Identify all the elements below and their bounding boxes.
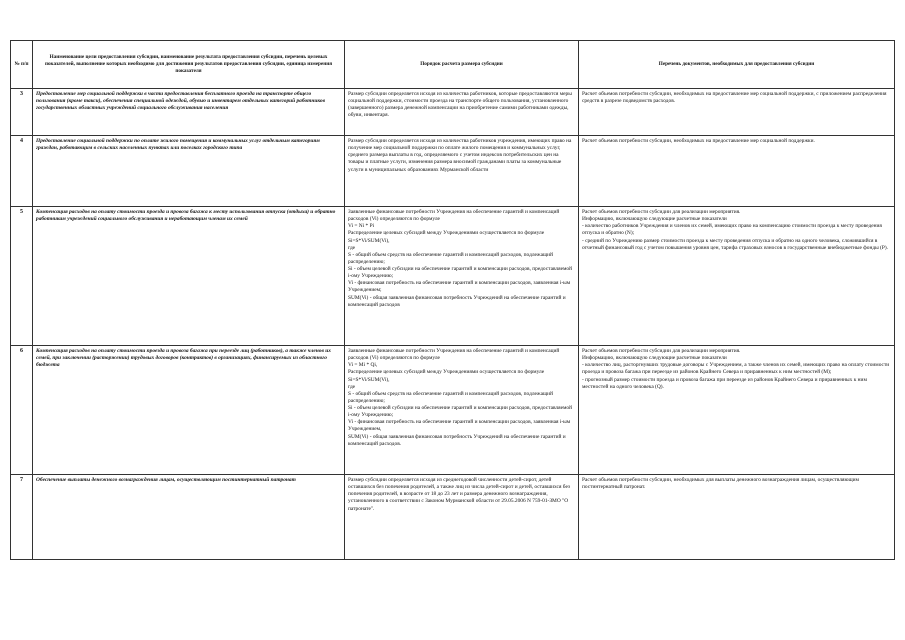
order-line: S - общий объем средств на обеспечение гарантий и компенсаций расходов, подлежащий распределению; bbox=[348, 251, 553, 265]
table-row bbox=[11, 475, 895, 560]
order-line: Размер субсидии определяется исходя из среднегодовой численности детей-сирот, детей оставшихся без попечения родителей, а также лиц из числа детей-сирот и детей, оставшихся без попечения родителей, в возрасте от 18 до 23 лет и размера денежного вознаграждения, установленного в соответствии с Законом Мурманской области от 29.05.2006 N 759-01-ЗМО "О патронате". bbox=[348, 477, 571, 512]
header-num: № п/п bbox=[11, 41, 33, 89]
docs-line: - прогнозный размер стоимости проезда и провоза багажа при переезде из районов Крайнего Севера и приравненных к ним местностей на одного человека (Q). bbox=[582, 376, 867, 390]
header-name: Наименование цели предоставления субсидии, наименование результата предоставления субсидии, перечень целевых показателей, выполнение которых необходимо для достижения результатов предоставления субсидии, единица измерения показателя bbox=[33, 41, 345, 89]
row-number: 5 bbox=[11, 207, 33, 346]
docs-line: Информацию, включающую следующие расчетные показатели bbox=[582, 216, 727, 223]
table-row bbox=[11, 136, 895, 207]
row-order bbox=[345, 136, 579, 207]
order-line: Заявленные финансовые потребности Учреждения на обеспечение гарантий и компенсаций расходов (Vi) определяются по формуле bbox=[348, 348, 560, 362]
row-docs bbox=[579, 475, 895, 560]
order-line: Размер субсидии определяется исходя из количества работников учреждения, имеющих право на получение мер социальной поддержки по оплате жилого помещения и коммунальных услуг, среднего размера выплаты в год, определяемого с учетом индексов потребительских цен на товары и платные услуги, изменения размера вносимой гражданами платы за коммунальные услуги в муниципальных образованиях Мурманской области bbox=[348, 138, 572, 173]
order-line: Распределение целевых субсидий между Учреждениями осуществляется по формуле Si=S*Vi/SUM(Vi), bbox=[348, 369, 545, 383]
row-docs bbox=[579, 346, 895, 475]
order-line: Si - объем целевой субсидии на обеспечение гарантий и компенсации расходов, предоставляемой i-ому Учреждению; bbox=[348, 266, 572, 280]
row-number: 4 bbox=[11, 136, 33, 207]
table-header-row bbox=[11, 41, 895, 89]
order-line: Si - объем целевой субсидии на обеспечение гарантий и компенсации расходов, предоставляемой i-ому Учреждению; bbox=[348, 405, 572, 419]
row-order bbox=[345, 346, 579, 475]
row-number: 3 bbox=[11, 89, 33, 136]
docs-line: Расчет объемов потребности субсидии, необходимых для выплаты денежного вознаграждения лицам, осуществляющим постинтернатный патронат. bbox=[582, 477, 859, 491]
order-line: SUM(Vi) - общая заявленная финансовая потребность Учреждений на обеспечение гарантий и компенсаций расходов. bbox=[348, 433, 566, 447]
docs-line: Информацию, включающую следующие расчетные показатели bbox=[582, 355, 727, 362]
row-order bbox=[345, 89, 579, 136]
table-row bbox=[11, 346, 895, 475]
formula-line: Vi = Ni * Pi bbox=[348, 223, 375, 230]
docs-line: Расчет объемов потребности субсидии для реализации мероприятия. bbox=[582, 348, 741, 354]
docs-line: Расчет объемов потребности субсидии для реализации мероприятия. bbox=[582, 209, 741, 215]
subsidy-table bbox=[10, 40, 895, 560]
formula-line: Vi = Mi * Qi, bbox=[348, 362, 378, 369]
table-row bbox=[11, 207, 895, 346]
table-row bbox=[11, 89, 895, 136]
row-docs bbox=[579, 207, 895, 346]
row-number: 6 bbox=[11, 346, 33, 475]
order-line: Vi - финансовая потребность на обеспечение гарантий и компенсации расходов, заявленная i-ым Учреждением; bbox=[348, 280, 571, 294]
row-docs bbox=[579, 89, 895, 136]
row-name: Предоставление мер социальной поддержки в части предоставления бесплатного проезда на транспорте общего пользования (кроме такси), обеспечения специальной одеждой, обувью и инвентарем отдельных категорий работников государственных областных учреждений социального обслуживания населения bbox=[33, 89, 345, 136]
order-line: Vi - финансовая потребность на обеспечение гарантий и компенсации расходов, заявленная i-ым Учреждением, bbox=[348, 419, 571, 433]
order-line: SUM(Vi) - общая заявленная финансовая потребность Учреждений на обеспечение гарантий и компенсаций расходов bbox=[348, 294, 566, 308]
order-line: Заявленные финансовые потребности Учреждения на обеспечение гарантий и компенсаций расходов (Vi) определяются по формуле bbox=[348, 209, 560, 223]
order-line: Распределение целевых субсидий между Учреждениями осуществляется по формуле Si=S*Vi/SUM(Vi), bbox=[348, 230, 545, 244]
header-docs: Перечень документов, необходимых для предоставления субсидии bbox=[579, 41, 895, 89]
row-number: 7 bbox=[11, 475, 33, 560]
order-line: где bbox=[348, 383, 356, 390]
row-name: Компенсация расходов на оплату стоимости проезда и провоза багажа к месту использования отпуска (отдыха) и обратно работникам учреждений социального обслуживания и неработающим членам их семей bbox=[33, 207, 345, 346]
header-order: Порядок расчета размера субсидии bbox=[345, 41, 579, 89]
order-line: Размер субсидии определяется исходя из количества работников, которые предоставляются меры социальной поддержки, стоимости проезда на транспорте общего пользования, установленного (завершенного) размера денежной компенсации на приобретение самими работниками одежды, обуви, инвентаря. bbox=[348, 91, 572, 119]
row-name: Обеспечение выплаты денежного вознаграждения лицам, осуществляющим постинтернатный патронат bbox=[33, 475, 345, 560]
docs-line: Расчет объемов потребности субсидии, необходимых на предоставление мер социальной поддержки, с приложением распределения средств в разрезе подведомств расходов. bbox=[582, 91, 887, 105]
docs-line: - количество работников Учреждения и членов их семей, имеющих право на компенсацию стоимости проезда к месту проведения отпуска и обратно (N); bbox=[582, 223, 882, 237]
row-order bbox=[345, 207, 579, 346]
docs-line: Расчет объемов потребности субсидии, необходимых на предоставление мер социальной поддержки. bbox=[582, 138, 815, 144]
row-name: Предоставление социальной поддержки по оплате жилого помещения и коммунальных услуг отдельным категориям граждан, работающим в сельских населенных пунктах или поселках городского типа bbox=[33, 136, 345, 207]
row-docs bbox=[579, 136, 895, 207]
order-line: S - общий объем средств на обеспечение гарантий и компенсаций расходов, подлежащий распределению; bbox=[348, 390, 553, 404]
order-line: где bbox=[348, 244, 356, 251]
docs-line: - количество лиц, расторгнувших трудовые договоры с Учреждением, а также членов их семей, имеющих право на оплату стоимости проезда и провоза багажа при переезде из районов Крайнего Севера и приравненных к ним местностей (M); bbox=[582, 362, 890, 376]
row-name: Компенсация расходов на оплату стоимости проезда и провоза багажа при переезде лиц (работников), а также членов их семей, при заключении (расторжении) трудовых договоров (контрактов) в организациях, финансируемых из областного бюджета bbox=[33, 346, 345, 475]
row-order bbox=[345, 475, 579, 560]
docs-line: - средний по Учреждению размер стоимости проезда к месту проведения отпуска и обратно на одного человека, сложившийся в отчетный финансовый год с учетом повышения уровня цен, тарифа страховых взносов в государственные внебюджетные фонды (P). bbox=[582, 237, 888, 251]
